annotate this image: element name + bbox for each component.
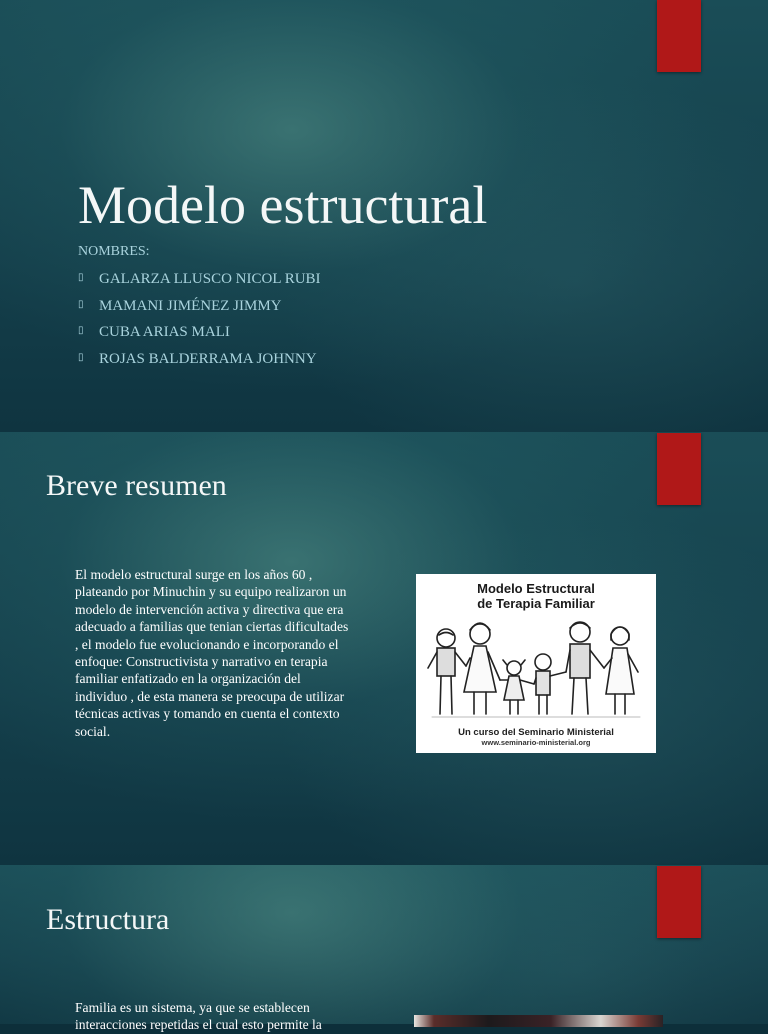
author-name: MAMANI JIMÉNEZ JIMMY xyxy=(99,297,282,314)
slide-structure xyxy=(0,865,768,1033)
author-name: ROJAS BALDERRAMA JOHNNY xyxy=(99,351,317,368)
image-caption: Un curso del Seminario Ministerial xyxy=(458,727,614,738)
list-item xyxy=(78,295,321,322)
bullet-icon: ▯ xyxy=(78,272,84,283)
structure-paragraph: Familia es un sistema, ya que se establecen interacciones repetidas el cual esto permite la xyxy=(75,1000,322,1033)
list-item xyxy=(78,321,321,348)
author-name: CUBA ARIAS MALI xyxy=(99,324,230,341)
bullet-icon: ▯ xyxy=(78,352,84,364)
author-name: GALARZA LLUSCO NICOL RUBI xyxy=(99,271,321,287)
image-title-line: de Terapia Familiar xyxy=(477,596,595,611)
bullet-icon: ▯ xyxy=(78,298,84,310)
bullet-icon: ▯ xyxy=(78,325,84,337)
slide-summary xyxy=(0,432,768,865)
list-item xyxy=(78,268,321,295)
red-accent-tab xyxy=(657,866,701,938)
image-url: www.seminario-ministerial.org xyxy=(481,738,591,747)
family-photo xyxy=(414,1015,663,1027)
family-drawing-icon xyxy=(422,618,650,722)
red-accent-tab xyxy=(657,433,701,505)
image-title-line: Modelo Estructural xyxy=(477,581,595,596)
slide-heading: Estructura xyxy=(46,903,170,936)
presentation-title: Modelo estructural xyxy=(78,175,488,235)
family-therapy-image xyxy=(416,574,656,753)
slide-heading: Breve resumen xyxy=(46,469,227,502)
names-list xyxy=(78,268,321,375)
list-item xyxy=(78,348,321,375)
summary-paragraph: El modelo estructural surge en los años 60 , plateando por Minuchin y su equipo realizaron un modelo de intervención activa y directiva que era adecuado a familias que tenian ciertas dificultades , el modelo fue evolucionando e incorporando el enfoque: Constructivista y narrativo en terapia familiar enfatizado en la organización del individuo , de esta manera se preocupa de utilizar técnicas activas y tomando en cuenta el contexto social. xyxy=(75,567,349,739)
names-heading: NOMBRES: xyxy=(78,244,150,259)
slide-title xyxy=(0,0,768,432)
image-title xyxy=(416,581,656,611)
red-accent-tab xyxy=(657,0,701,72)
